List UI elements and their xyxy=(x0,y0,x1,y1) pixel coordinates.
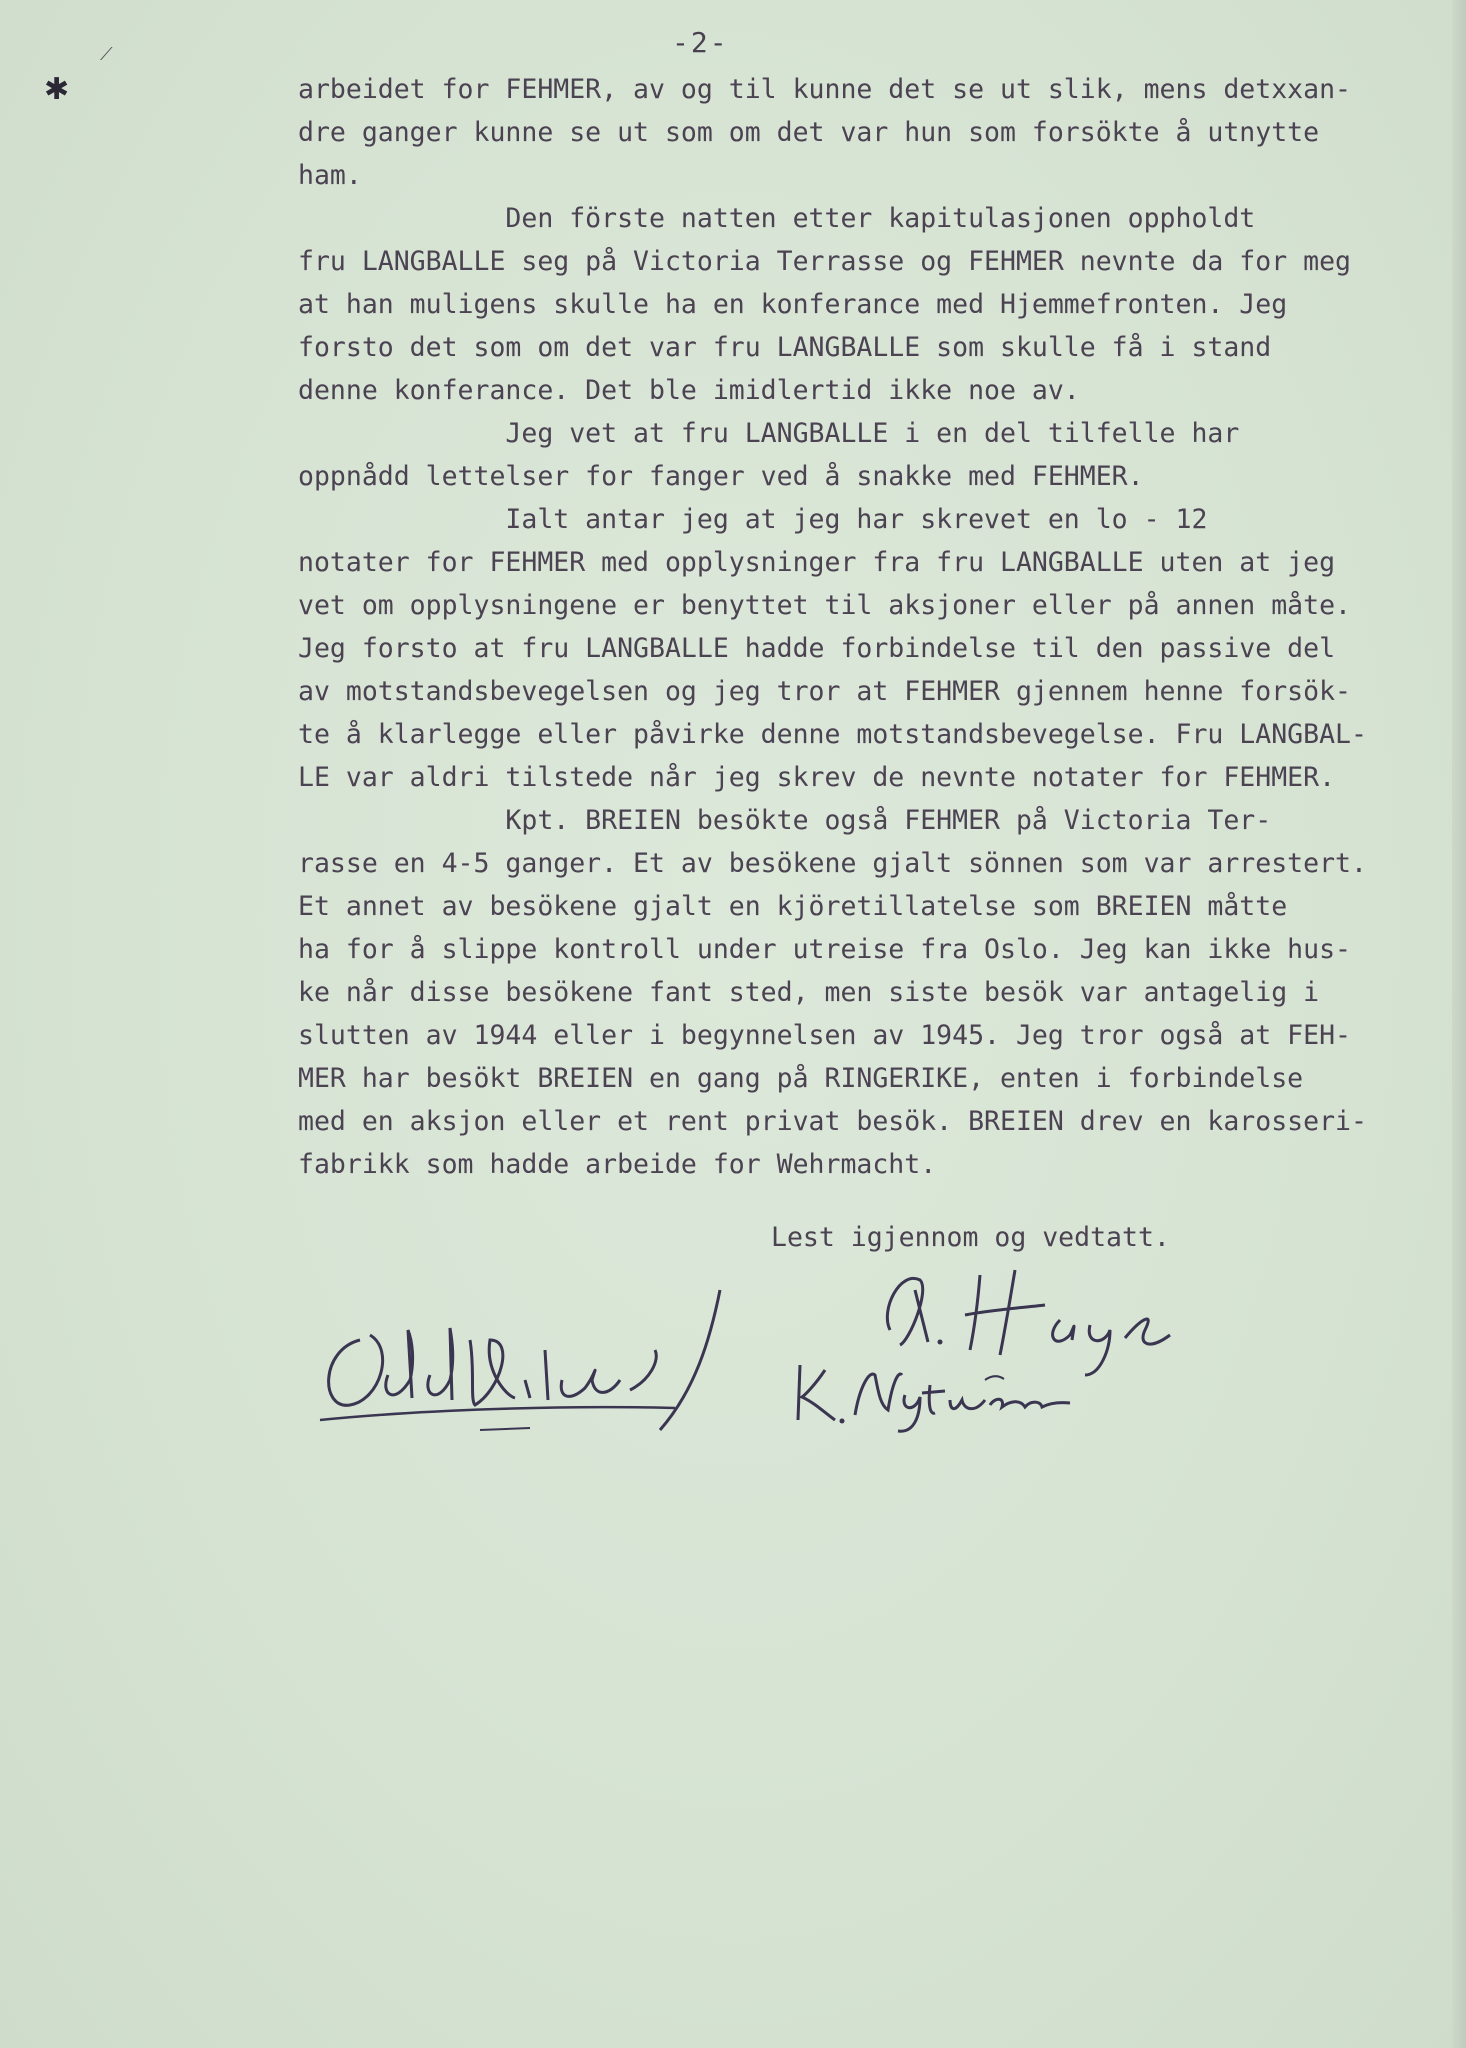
margin-pencil-mark: ⟋ xyxy=(100,44,113,65)
typed-statement xyxy=(298,68,1458,1186)
text-line: dre ganger kunne se ut som om det var hun som forsökte å utnytte xyxy=(298,117,1320,148)
text-line: rasse en 4-5 ganger. Et av besökene gjalt sönnen som var arrestert. xyxy=(298,848,1367,879)
text-line: vet om opplysningene er benyttet til aksjoner eller på annen måte. xyxy=(298,590,1351,621)
text-line: ham. xyxy=(298,160,362,191)
text-line: notater for FEHMER med opplysninger fra fru LANGBALLE uten at jeg xyxy=(298,547,1336,578)
text-line: arbeidet for FEHMER, av og til kunne det se ut slik, mens detxxan- xyxy=(298,74,1351,105)
text-line: Et annet av besökene gjalt en kjöretillatelse som BREIEN måtte xyxy=(298,891,1288,922)
text-line: ke når disse besökene fant sted, men siste besök var antagelig i xyxy=(298,977,1320,1008)
text-line: denne konferance. Det ble imidlertid ikke noe av. xyxy=(298,375,1080,406)
text-line: Den förste natten etter kapitulasjonen oppholdt xyxy=(298,203,1256,234)
text-line: Jeg vet at fru LANGBALLE i en del tilfelle har xyxy=(298,418,1240,449)
text-line: Ialt antar jeg at jeg har skrevet en lo - 12 xyxy=(298,504,1208,535)
margin-ink-mark: ✱ xyxy=(44,72,70,107)
signature-left xyxy=(300,1280,740,1450)
signature-right-bottom xyxy=(780,1345,1080,1435)
text-line: Kpt. BREIEN besökte også FEHMER på Victoria Ter- xyxy=(298,805,1272,836)
text-line: oppnådd lettelser for fanger ved å snakke med FEHMER. xyxy=(298,461,1144,492)
text-line: te å klarlegge eller påvirke denne motstandsbevegelse. Fru LANGBAL- xyxy=(298,719,1367,750)
text-line: MER har besökt BREIEN en gang på RINGERIKE, enten i forbindelse xyxy=(298,1063,1304,1094)
closing-statement: Lest igjennom og vedtatt. xyxy=(771,1222,1170,1253)
text-line: fru LANGBALLE seg på Victoria Terrasse og FEHMER nevnte da for meg xyxy=(298,246,1351,277)
text-line: slutten av 1944 eller i begynnelsen av 1945. Jeg tror også at FEH- xyxy=(298,1020,1351,1051)
text-line: at han muligens skulle ha en konferance med Hjemmefronten. Jeg xyxy=(298,289,1288,320)
text-line: fabrikk som hadde arbeide for Wehrmacht. xyxy=(298,1149,937,1180)
text-line: av motstandsbevegelsen og jeg tror at FEHMER gjennem henne forsök- xyxy=(298,676,1351,707)
text-line: med en aksjon eller et rent privat besök. BREIEN drev en karosseri- xyxy=(298,1106,1367,1137)
text-line: Jeg forsto at fru LANGBALLE hadde forbindelse til den passive del xyxy=(298,633,1336,664)
text-line: ha for å slippe kontroll under utreise fra Oslo. Jeg kan ikke hus- xyxy=(298,934,1351,965)
text-line: LE var aldri tilstede når jeg skrev de nevnte notater for FEHMER. xyxy=(298,762,1336,793)
page-number: -2- xyxy=(672,26,729,59)
text-line: forsto det som om det var fru LANGBALLE som skulle få i stand xyxy=(298,332,1272,363)
